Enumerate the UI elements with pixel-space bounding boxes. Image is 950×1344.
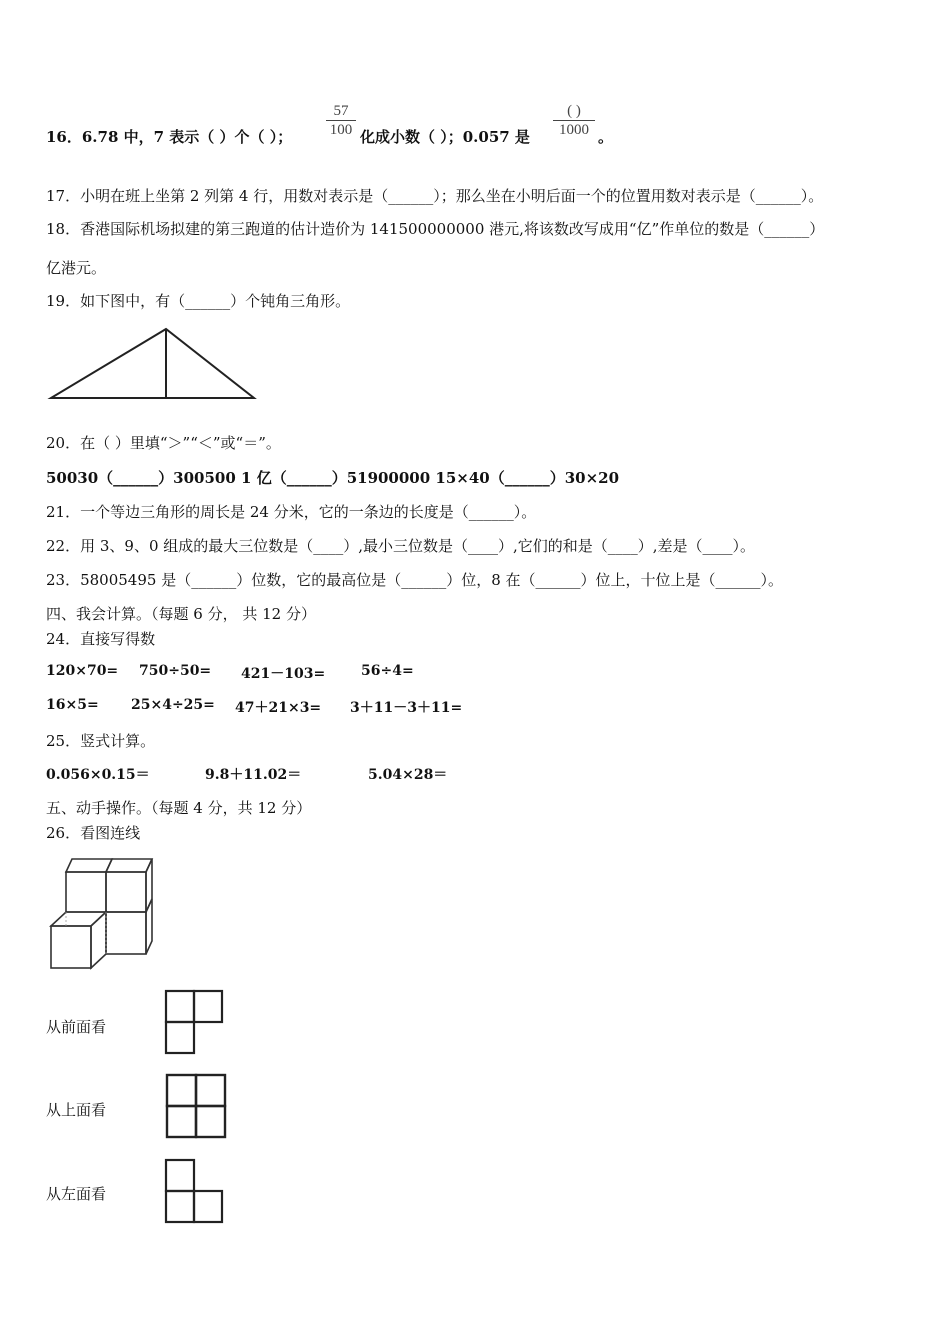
cube-stack-figure <box>46 855 158 973</box>
question-25: 25．竖式计算。 <box>46 732 156 750</box>
question-20-items: 50030（______）300500 1 亿（______）51900000 15×40（______）30×20 <box>46 469 620 487</box>
question-24: 24．直接写得数 <box>46 630 156 648</box>
calc-item: 47＋21×3= <box>235 700 322 716</box>
question-18-continued: 亿港元。 <box>46 259 107 277</box>
question-23: 23．58005495 是（______）位数，它的最高位是（______）位，8 在（______）位上，十位上是（______）。 <box>46 571 784 589</box>
section-4-heading: 四、我会计算。（每题 6 分， 共 12 分） <box>46 605 316 623</box>
question-19: 19．如下图中，有（______）个钝角三角形。 <box>46 292 351 310</box>
view-label-top: 从上面看 <box>46 1101 107 1119</box>
left-view-figure <box>163 1157 225 1225</box>
question-20: 20．在（ ）里填“＞”“＜”或“＝”。 <box>46 434 281 452</box>
calc-item: 0.056×0.15＝ <box>46 767 150 783</box>
front-view-figure <box>163 988 225 1056</box>
calc-item: 750÷50= <box>139 663 212 679</box>
fraction-blank-1000 <box>553 102 595 139</box>
fraction-denominator: 1000 <box>559 122 589 138</box>
question-22: 22．用 3、9、0 组成的最大三位数是（____）,最小三位数是（____）,它们的和是（____）,差是（____）。 <box>46 537 756 555</box>
calc-item: 25×4÷25= <box>131 697 215 713</box>
fraction-numerator: 57 <box>333 103 349 119</box>
question-18: 18．香港国际机场拟建的第三跑道的估计造价为 141500000000 港元,将该数改写成用“亿”作单位的数是（______） <box>46 220 825 238</box>
fraction-denominator: 100 <box>329 122 353 138</box>
calc-item: 421－103= <box>241 666 326 682</box>
calc-item: 16×5= <box>46 697 99 713</box>
q16-part1: 16．6.78 中，7 表示（ ）个（ ）； <box>46 128 293 146</box>
calc-item: 5.04×28＝ <box>368 767 448 783</box>
question-26: 26．看图连线 <box>46 824 141 842</box>
calc-item: 120×70= <box>46 663 119 679</box>
section-5-heading: 五、动手操作。（每题 4 分，共 12 分） <box>46 799 312 817</box>
view-label-front: 从前面看 <box>46 1018 107 1036</box>
calc-item: 56÷4= <box>361 663 414 679</box>
obtuse-triangle-figure <box>46 325 258 405</box>
view-label-left: 从左面看 <box>46 1185 107 1203</box>
fraction-57-100 <box>326 102 356 139</box>
calc-item: 9.8＋11.02＝ <box>205 767 302 783</box>
fraction-numerator: ( ) <box>567 103 581 119</box>
question-21: 21．一个等边三角形的周长是 24 分米，它的一条边的长度是（______）。 <box>46 503 537 521</box>
q16-part2: 化成小数（ ）；0.057 是 <box>360 128 530 146</box>
calc-item: 3＋11－3＋11= <box>350 700 463 716</box>
top-view-figure <box>164 1072 228 1140</box>
question-17: 17．小明在班上坐第 2 列第 4 行，用数对表示是（______）；那么坐在小明后面一个的位置用数对表示是（______）。 <box>46 187 824 205</box>
q16-part3: 。 <box>598 128 614 146</box>
